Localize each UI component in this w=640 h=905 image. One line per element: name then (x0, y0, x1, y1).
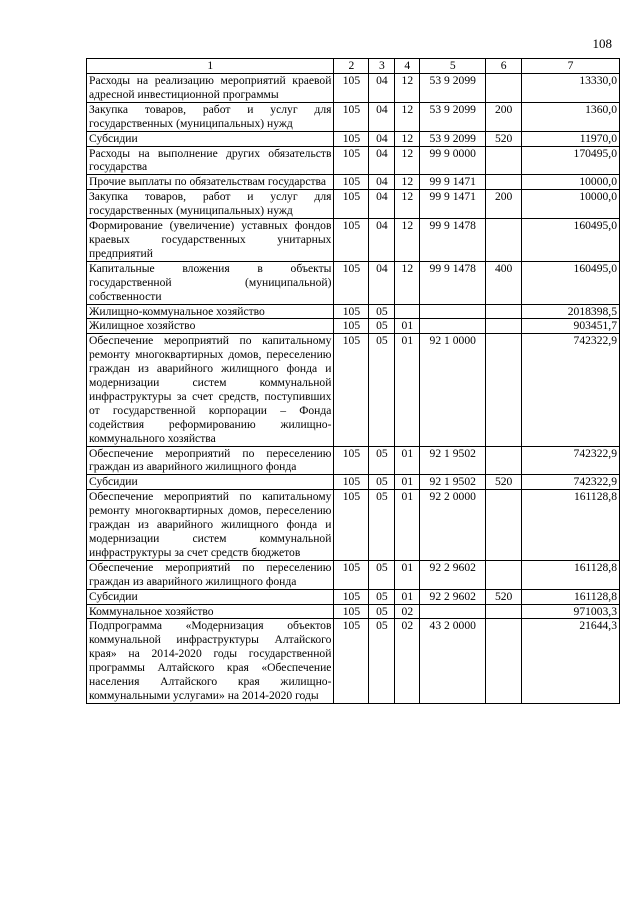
amount-cell: 160495,0 (522, 261, 620, 304)
table-row (87, 102, 620, 131)
expense-type-cell (486, 334, 522, 446)
expense-name-cell: Закупка товаров, работ и услуг для государственных (муниципальных) нужд (87, 190, 334, 219)
ministry-code-cell: 105 (334, 334, 369, 446)
expense-type-cell: 520 (486, 475, 522, 490)
table-row (87, 131, 620, 146)
section-code-cell: 04 (369, 102, 395, 131)
expense-type-cell (486, 146, 522, 175)
ministry-code-cell: 105 (334, 190, 369, 219)
table-row (87, 619, 620, 703)
table-row (87, 490, 620, 561)
target-article-cell (420, 304, 486, 319)
expense-name-cell: Формирование (увеличение) уставных фондов краевых государственных унитарных предприятий (87, 219, 334, 262)
target-article-cell: 92 2 9602 (420, 560, 486, 589)
target-article-cell: 99 9 1478 (420, 261, 486, 304)
target-article-cell: 43 2 0000 (420, 619, 486, 703)
target-article-cell: 53 9 2099 (420, 131, 486, 146)
expense-type-cell (486, 175, 522, 190)
budget-table (86, 58, 620, 704)
section-code-cell: 05 (369, 490, 395, 561)
expense-type-cell: 520 (486, 131, 522, 146)
ministry-code-cell: 105 (334, 319, 369, 334)
subsection-code-cell (395, 304, 420, 319)
ministry-code-cell: 105 (334, 74, 369, 103)
expense-type-cell: 200 (486, 102, 522, 131)
ministry-code-cell: 105 (334, 219, 369, 262)
amount-cell: 2018398,5 (522, 304, 620, 319)
target-article-cell: 92 1 9502 (420, 446, 486, 475)
amount-cell: 161128,8 (522, 589, 620, 604)
subsection-code-cell: 12 (395, 261, 420, 304)
ministry-code-cell: 105 (334, 619, 369, 703)
target-article-cell: 53 9 2099 (420, 74, 486, 103)
header-cell: 5 (420, 59, 486, 74)
expense-type-cell (486, 604, 522, 619)
amount-cell: 903451,7 (522, 319, 620, 334)
ministry-code-cell: 105 (334, 131, 369, 146)
amount-cell: 11970,0 (522, 131, 620, 146)
header-cell: 4 (395, 59, 420, 74)
subsection-code-cell: 02 (395, 604, 420, 619)
section-code-cell: 04 (369, 190, 395, 219)
table-row (87, 261, 620, 304)
expense-name-cell: Обеспечение мероприятий по капитальному ремонту многоквартирных домов, переселению граждан из аварийного жилищного фонда и модернизации систем коммунальной инфраструктуры за счет средств, поступивших от государственной корпорации – Фонда содействия реформированию жилищно-коммунального хозяйства (87, 334, 334, 446)
subsection-code-cell: 12 (395, 102, 420, 131)
subsection-code-cell: 01 (395, 319, 420, 334)
page-number: 108 (592, 36, 612, 51)
expense-type-cell (486, 319, 522, 334)
section-code-cell: 05 (369, 589, 395, 604)
expense-name-cell: Расходы на реализацию мероприятий краевой адресной инвестиционной программы (87, 74, 334, 103)
subsection-code-cell: 12 (395, 219, 420, 262)
expense-type-cell (486, 446, 522, 475)
expense-name-cell: Подпрограмма «Модернизация объектов коммунальной инфраструктуры Алтайского края» на 2014-2020 годы государственной программы Алтайского края «Обеспечение населения Алтайского края жилищно-коммунальными услугами» на 2014-2020 годы (87, 619, 334, 703)
expense-name-cell: Субсидии (87, 589, 334, 604)
expense-name-cell: Закупка товаров, работ и услуг для государственных (муниципальных) нужд (87, 102, 334, 131)
expense-type-cell (486, 560, 522, 589)
table-row (87, 319, 620, 334)
expense-name-cell: Жилищное хозяйство (87, 319, 334, 334)
target-article-cell (420, 319, 486, 334)
amount-cell: 161128,8 (522, 560, 620, 589)
target-article-cell: 92 2 0000 (420, 490, 486, 561)
expense-type-cell (486, 304, 522, 319)
table-row (87, 475, 620, 490)
expense-type-cell (486, 74, 522, 103)
subsection-code-cell: 01 (395, 490, 420, 561)
amount-cell: 742322,9 (522, 446, 620, 475)
expense-name-cell: Обеспечение мероприятий по переселению граждан из аварийного жилищного фонда (87, 446, 334, 475)
amount-cell: 742322,9 (522, 334, 620, 446)
section-code-cell: 04 (369, 131, 395, 146)
ministry-code-cell: 105 (334, 261, 369, 304)
expense-name-cell: Прочие выплаты по обязательствам государства (87, 175, 334, 190)
amount-cell: 10000,0 (522, 190, 620, 219)
table-row (87, 446, 620, 475)
subsection-code-cell: 12 (395, 74, 420, 103)
header-cell: 2 (334, 59, 369, 74)
expense-name-cell: Обеспечение мероприятий по переселению граждан из аварийного жилищного фонда (87, 560, 334, 589)
expense-name-cell: Обеспечение мероприятий по капитальному ремонту многоквартирных домов, переселению граждан из аварийного жилищного фонда и модернизации систем коммунальной инфраструктуры за счет средств бюджетов (87, 490, 334, 561)
ministry-code-cell: 105 (334, 175, 369, 190)
section-code-cell: 04 (369, 74, 395, 103)
header-cell: 6 (486, 59, 522, 74)
ministry-code-cell: 105 (334, 490, 369, 561)
table-row (87, 334, 620, 446)
section-code-cell: 04 (369, 146, 395, 175)
ministry-code-cell: 105 (334, 560, 369, 589)
table-row (87, 146, 620, 175)
section-code-cell: 05 (369, 319, 395, 334)
target-article-cell: 99 9 1471 (420, 190, 486, 219)
target-article-cell: 92 2 9602 (420, 589, 486, 604)
expense-name-cell: Субсидии (87, 131, 334, 146)
target-article-cell: 92 1 9502 (420, 475, 486, 490)
ministry-code-cell: 105 (334, 146, 369, 175)
expense-type-cell: 200 (486, 190, 522, 219)
subsection-code-cell: 01 (395, 446, 420, 475)
ministry-code-cell: 105 (334, 446, 369, 475)
expense-name-cell: Расходы на выполнение других обязательств государства (87, 146, 334, 175)
ministry-code-cell: 105 (334, 304, 369, 319)
section-code-cell: 04 (369, 261, 395, 304)
table-row (87, 304, 620, 319)
section-code-cell: 04 (369, 175, 395, 190)
expense-name-cell: Капитальные вложения в объекты государственной (муниципальной) собственности (87, 261, 334, 304)
table-body (87, 74, 620, 704)
amount-cell: 161128,8 (522, 490, 620, 561)
section-code-cell: 05 (369, 475, 395, 490)
ministry-code-cell: 105 (334, 589, 369, 604)
target-article-cell: 99 9 0000 (420, 146, 486, 175)
amount-cell: 742322,9 (522, 475, 620, 490)
target-article-cell: 53 9 2099 (420, 102, 486, 131)
target-article-cell: 99 9 1471 (420, 175, 486, 190)
header-cell: 3 (369, 59, 395, 74)
amount-cell: 1360,0 (522, 102, 620, 131)
expense-type-cell: 520 (486, 589, 522, 604)
subsection-code-cell: 12 (395, 146, 420, 175)
subsection-code-cell: 01 (395, 589, 420, 604)
ministry-code-cell: 105 (334, 604, 369, 619)
subsection-code-cell: 01 (395, 334, 420, 446)
ministry-code-cell: 105 (334, 475, 369, 490)
amount-cell: 10000,0 (522, 175, 620, 190)
target-article-cell: 92 1 0000 (420, 334, 486, 446)
amount-cell: 170495,0 (522, 146, 620, 175)
subsection-code-cell: 02 (395, 619, 420, 703)
subsection-code-cell: 01 (395, 475, 420, 490)
header-cell: 7 (522, 59, 620, 74)
table-row (87, 190, 620, 219)
subsection-code-cell: 12 (395, 175, 420, 190)
expense-name-cell: Коммунальное хозяйство (87, 604, 334, 619)
table-row (87, 589, 620, 604)
section-code-cell: 05 (369, 304, 395, 319)
target-article-cell: 99 9 1478 (420, 219, 486, 262)
amount-cell: 160495,0 (522, 219, 620, 262)
expense-type-cell: 400 (486, 261, 522, 304)
amount-cell: 971003,3 (522, 604, 620, 619)
target-article-cell (420, 604, 486, 619)
section-code-cell: 05 (369, 334, 395, 446)
table-row (87, 74, 620, 103)
table-row (87, 175, 620, 190)
table-row (87, 560, 620, 589)
section-code-cell: 05 (369, 604, 395, 619)
table-row (87, 604, 620, 619)
subsection-code-cell: 12 (395, 190, 420, 219)
subsection-code-cell: 01 (395, 560, 420, 589)
expense-type-cell (486, 619, 522, 703)
table-row (87, 219, 620, 262)
expense-type-cell (486, 219, 522, 262)
amount-cell: 13330,0 (522, 74, 620, 103)
expense-name-cell: Субсидии (87, 475, 334, 490)
section-code-cell: 04 (369, 219, 395, 262)
ministry-code-cell: 105 (334, 102, 369, 131)
expense-type-cell (486, 490, 522, 561)
expense-name-cell: Жилищно-коммунальное хозяйство (87, 304, 334, 319)
header-row (87, 59, 620, 74)
section-code-cell: 05 (369, 446, 395, 475)
header-cell: 1 (87, 59, 334, 74)
section-code-cell: 05 (369, 619, 395, 703)
subsection-code-cell: 12 (395, 131, 420, 146)
section-code-cell: 05 (369, 560, 395, 589)
amount-cell: 21644,3 (522, 619, 620, 703)
